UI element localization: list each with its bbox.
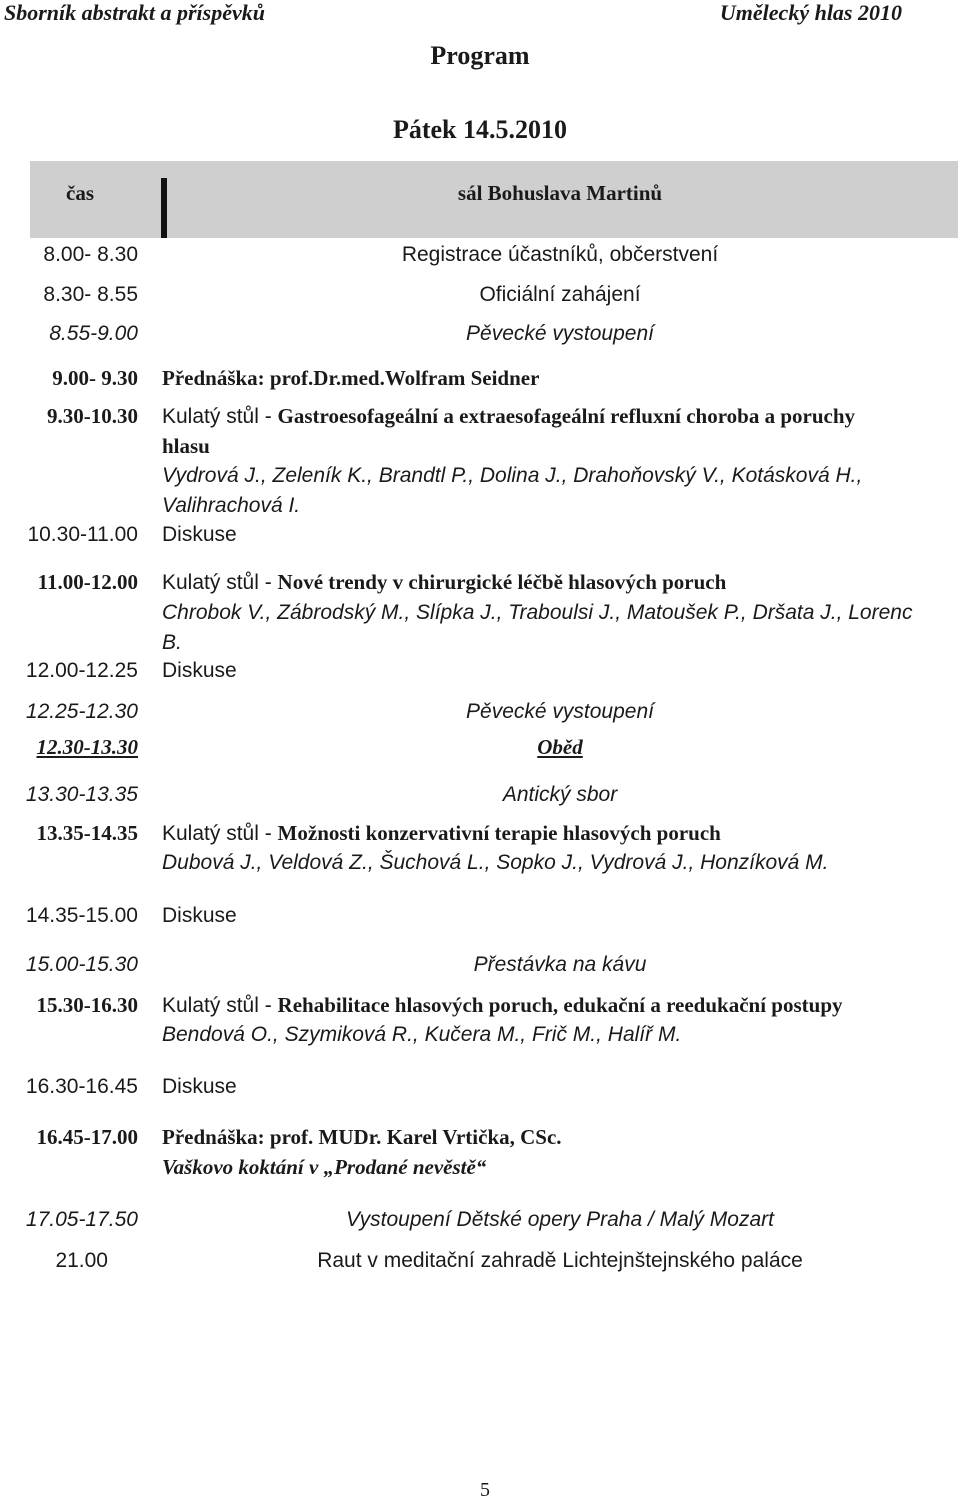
running-header-right: Umělecký hlas 2010 (719, 0, 902, 25)
time-cell: 12.00-12.25 (25, 659, 138, 682)
time-cell: 13.35-14.35 (36, 821, 138, 845)
page-title: Program (430, 41, 530, 70)
time-cell: 17.05-17.50 (25, 1208, 138, 1231)
round-table-prefix: Kulatý stůl - (162, 822, 278, 845)
round-table-title-cont: hlasu (162, 434, 210, 458)
round-table-title: Možnosti konzervativní terapie hlasových poruch (277, 821, 721, 845)
program-item: Registrace účastníků, občerstvení (401, 243, 719, 266)
program-item (162, 404, 855, 429)
authors: Vydrová J., Zeleník K., Brandtl P., Dolina J., Drahoňovský V., Kotásková H., (162, 464, 863, 487)
time-cell: 8.55-9.00 (49, 322, 138, 345)
day-heading: Pátek 14.5.2010 (392, 115, 568, 144)
time-cell: 13.30-13.35 (25, 783, 138, 806)
time-cell: 16.30-16.45 (25, 1075, 138, 1098)
time-cell: 16.45-17.00 (36, 1125, 138, 1149)
time-cell: 21.00 (55, 1249, 108, 1272)
time-cell: 9.00- 9.30 (52, 366, 138, 390)
lecture-subtitle: Vaškovo koktání v „Prodané nevěstě“ (162, 1155, 487, 1179)
page-number: 5 (480, 1479, 490, 1501)
authors: Dubová J., Veldová Z., Šuchová L., Sopko J., Vydrová J., Honzíková M. (162, 851, 829, 874)
round-table-prefix: Kulatý stůl - (162, 571, 278, 594)
round-table-title: Rehabilitace hlasových poruch, edukační a reedukační postupy (277, 993, 843, 1017)
program-item: Oficiální zahájení (479, 283, 641, 306)
program-item: Přednáška: prof.Dr.med.Wolfram Seidner (162, 366, 540, 390)
time-column-header: čas (66, 181, 94, 205)
time-cell: 9.30-10.30 (47, 404, 138, 428)
program-item: Přestávka na kávu (473, 953, 647, 976)
authors: Bendová O., Szymiková R., Kučera M., Frič M., Halíř M. (162, 1023, 682, 1046)
round-table-prefix: Kulatý stůl - (162, 405, 278, 428)
program-item (162, 821, 721, 846)
round-table-prefix: Kulatý stůl - (162, 994, 278, 1017)
hall-column-header: sál Bohuslava Martinů (457, 181, 663, 205)
time-cell: 14.35-15.00 (25, 904, 138, 927)
round-table-title: Nové trendy v chirurgické léčbě hlasových poruch (277, 570, 727, 594)
time-cell: 10.30-11.00 (27, 523, 138, 546)
column-divider (161, 178, 167, 238)
program-item: Oběd (537, 735, 583, 759)
program-item: Vystoupení Dětské opery Praha / Malý Mozart (346, 1208, 774, 1231)
authors-cont: B. (162, 631, 182, 654)
program-item: Diskuse (162, 904, 237, 927)
program-item: Pěvecké vystoupení (466, 700, 654, 723)
authors: Chrobok V., Zábrodský M., Slípka J., Traboulsi J., Matoušek P., Dršata J., Lorenc (162, 601, 913, 624)
program-item: Raut v meditační zahradě Lichtejnštejnského paláce (317, 1249, 803, 1272)
program-item: Přednáška: prof. MUDr. Karel Vrtička, CSc. (162, 1125, 562, 1149)
time-cell: 11.00-12.00 (37, 570, 138, 594)
program-item (162, 993, 843, 1018)
program-item: Diskuse (162, 1075, 237, 1098)
time-cell: 8.30- 8.55 (43, 283, 138, 306)
program-item: Diskuse (162, 659, 237, 682)
program-item (162, 570, 726, 595)
program-item: Pěvecké vystoupení (466, 322, 654, 345)
time-cell: 8.00- 8.30 (43, 243, 138, 266)
time-cell: 12.25-12.30 (25, 700, 138, 723)
program-item: Diskuse (162, 523, 237, 546)
authors-cont: Valihrachová I. (162, 494, 301, 517)
running-header-left: Sborník abstrakt a příspěvků (4, 0, 265, 25)
time-cell: 12.30-13.30 (36, 735, 138, 759)
time-cell: 15.30-16.30 (36, 993, 138, 1017)
time-cell: 15.00-15.30 (25, 953, 138, 976)
round-table-title: Gastroesofageální a extraesofageální refluxní choroba a poruchy (277, 404, 856, 428)
program-item: Antický sbor (502, 783, 618, 806)
